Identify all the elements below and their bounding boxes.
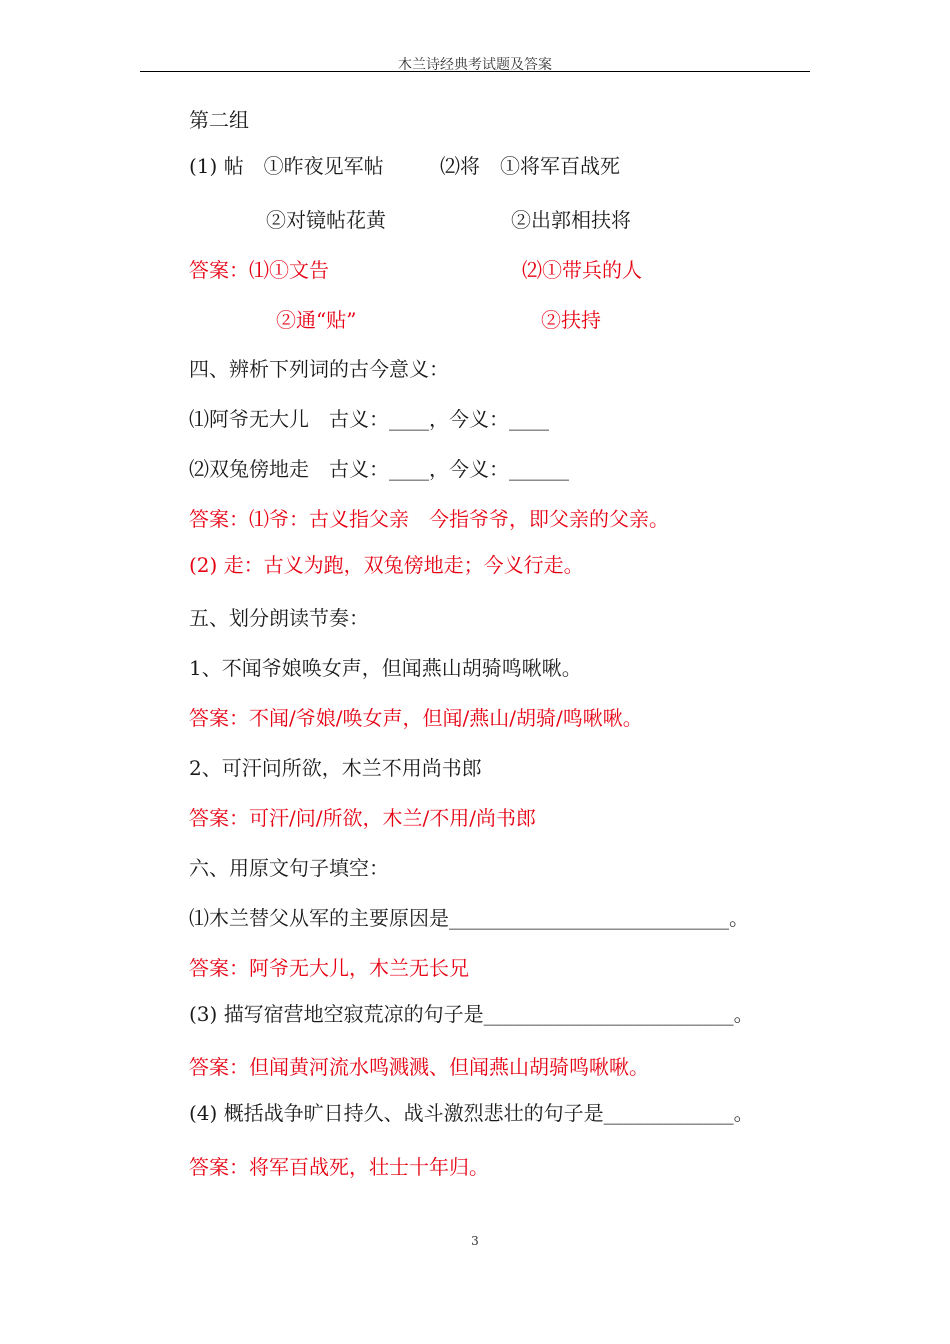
header-divider (140, 71, 810, 72)
answer-line: (2) 走：古义为跑，双兔傍地走；今义行走。 (189, 553, 584, 577)
answer-line: 答案：可汗/问/所欲，木兰/不用/尚书郎 (189, 806, 536, 830)
answer-line: 答案：⑴爷：古义指父亲 今指爷爷，即父亲的父亲。 (189, 507, 669, 531)
question-line: ⑵双兔傍地走 古义：____，今义：______ (189, 457, 569, 481)
section-heading-four: 四、辨析下列词的古今意义： (189, 357, 449, 381)
fill-blank-question: (3) 描写宿营地空寂荒凉的句子是_________________________。 (189, 1002, 754, 1026)
section-heading-six: 六、用原文句子填空： (189, 856, 389, 880)
question-item-jiang: ⑵将 ①将军百战死 (440, 154, 620, 178)
question-item-tie: (1) 帖 ①昨夜见军帖 (189, 154, 384, 178)
page-header-title: 木兰诗经典考试题及答案 (398, 57, 552, 73)
section-heading-group-two: 第二组 (189, 108, 249, 132)
answer-line: 答案：不闻/爷娘/唤女声，但闻/燕山/胡骑/鸣啾啾。 (189, 706, 643, 730)
question-subitem-tie-2: ②对镜帖花黄 (266, 208, 386, 232)
question-subitem-jiang-2: ②出郭相扶将 (511, 208, 631, 232)
answer-line: 答案：将军百战死，壮士十年归。 (189, 1155, 489, 1179)
answer-tie-2: ②通“贴” (276, 308, 357, 332)
fill-blank-question: (4) 概括战争旷日持久、战斗激烈悲壮的句子是_____________。 (189, 1101, 754, 1125)
section-heading-five: 五、划分朗读节奏： (189, 606, 369, 630)
answer-jiang-2: ②扶持 (541, 308, 601, 332)
question-line: ⑴阿爷无大儿 古义：____，今义：____ (189, 407, 549, 431)
answer-line: 答案：阿爷无大儿，木兰无长兄 (189, 956, 469, 980)
fill-blank-question: ⑴木兰替父从军的主要原因是____________________________。 (189, 906, 749, 930)
answer-line: 答案：但闻黄河流水鸣溅溅、但闻燕山胡骑鸣啾啾。 (189, 1055, 649, 1079)
question-line: 1、不闻爷娘唤女声，但闻燕山胡骑鸣啾啾。 (189, 656, 582, 680)
page-number: 3 (471, 1234, 479, 1248)
question-line: 2、可汗问所欲，木兰不用尚书郎 (189, 756, 482, 780)
answer-tie-1: 答案：⑴①文告 (189, 258, 329, 282)
answer-jiang-1: ⑵①带兵的人 (522, 258, 642, 282)
